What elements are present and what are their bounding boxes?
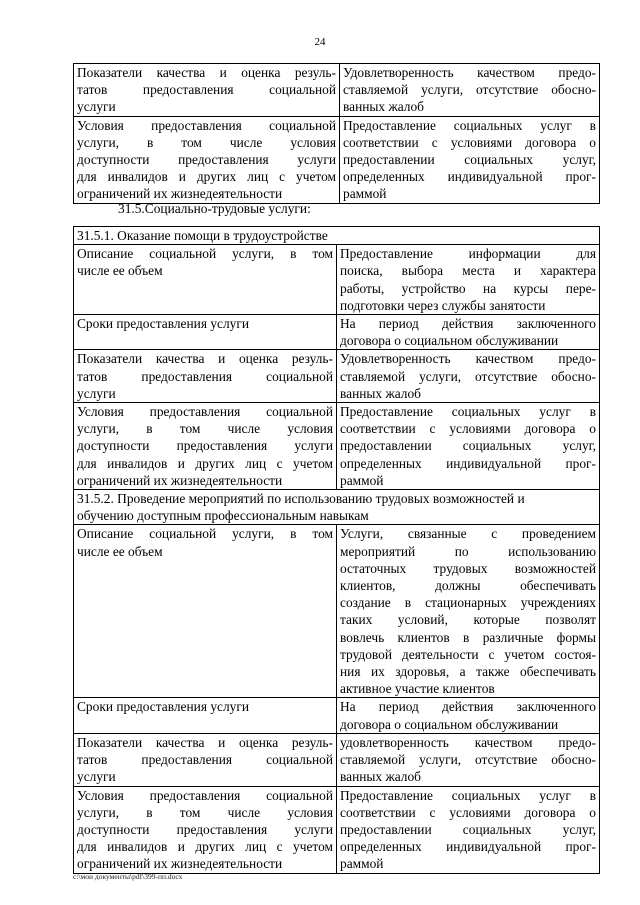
row-value-cell bbox=[337, 733, 600, 786]
text-line: ставляемой услуги, отсутствие обосно- bbox=[340, 752, 596, 768]
text-line: ванных жалоб bbox=[340, 385, 421, 401]
row-label-cell bbox=[74, 786, 337, 873]
text-line: услуги bbox=[77, 769, 116, 785]
text-line: ванных жалоб bbox=[343, 99, 424, 115]
text-line: остаточных трудовых возможностей bbox=[340, 560, 596, 576]
text-line: 31.5.2. Проведение мероприятий по использованию трудовых возможностей и bbox=[77, 491, 525, 507]
text-line: поиска, выбора места и характера bbox=[340, 263, 596, 279]
text-line: услуги, в том числе условия bbox=[77, 134, 336, 150]
text-line: Сроки предоставления услуги bbox=[77, 699, 249, 715]
text-line: Удовлетворенность качеством предо- bbox=[343, 65, 596, 80]
row-value-cell bbox=[340, 64, 600, 117]
services-table-main bbox=[73, 226, 600, 874]
page-number: 24 bbox=[314, 36, 326, 48]
table-row bbox=[74, 733, 600, 786]
section-title-cell bbox=[74, 227, 600, 245]
text-line: договора о социальном обслуживании bbox=[340, 716, 559, 732]
section-title-cell bbox=[74, 490, 600, 525]
text-line: Условия предоставления социальной bbox=[77, 787, 333, 803]
text-line: татов предоставления социальной bbox=[77, 368, 333, 384]
text-line: определенных индивидуальной прог- bbox=[340, 455, 596, 471]
text-line: соответствии с условиями договора о bbox=[343, 134, 596, 150]
table-row bbox=[74, 315, 600, 350]
text-line: раммой bbox=[340, 472, 384, 488]
row-label-cell bbox=[74, 315, 337, 350]
text-line: соответствии с условиями договора о bbox=[340, 804, 596, 820]
text-line: активное участие клиентов bbox=[340, 681, 495, 697]
text-line: определенных индивидуальной прог- bbox=[343, 169, 596, 185]
text-line: Условия предоставления социальной bbox=[77, 404, 333, 420]
text-line: услуги, в том числе условия bbox=[77, 421, 333, 437]
section-heading: 31.5.Социально-трудовые услуги: bbox=[118, 201, 311, 216]
text-line: ния их здоровья, а также обеспечивать bbox=[340, 664, 596, 680]
text-line: подготовки через службы занятости bbox=[340, 297, 546, 313]
text-line: для инвалидов и других лиц с учетом bbox=[77, 455, 333, 471]
text-line: клиентов, должны обеспечивать bbox=[340, 578, 596, 594]
text-line: доступности предоставления услуги bbox=[77, 152, 336, 168]
text-line: ванных жалоб bbox=[340, 769, 421, 785]
table-row bbox=[74, 350, 600, 403]
text-line: На период действия заключенного bbox=[340, 699, 596, 715]
row-value-cell bbox=[337, 403, 600, 490]
row-value-cell bbox=[337, 315, 600, 350]
text-line: ставляемой услуги, отсутствие обосно- bbox=[343, 82, 596, 98]
row-label-cell bbox=[74, 64, 340, 117]
text-line: Удовлетворенность качеством предо- bbox=[340, 351, 596, 367]
row-value-cell bbox=[337, 525, 600, 698]
row-value-cell bbox=[337, 786, 600, 873]
text-line: раммой bbox=[340, 856, 384, 872]
text-line: На период действия заключенного bbox=[340, 316, 596, 332]
text-line: Описание социальной услуги, в том bbox=[77, 246, 333, 262]
row-value-cell bbox=[340, 116, 600, 203]
row-label-cell bbox=[74, 403, 337, 490]
text-line: числе ее объем bbox=[77, 543, 163, 559]
text-line: создание в стационарных учреждениях bbox=[340, 595, 596, 611]
services-table-top bbox=[73, 63, 600, 204]
table-row bbox=[74, 403, 600, 490]
row-label-cell bbox=[74, 245, 337, 315]
text-line: Предоставление социальных услуг в bbox=[343, 117, 596, 133]
table-row bbox=[74, 786, 600, 873]
text-line: ограничений их жизнедеятельности bbox=[77, 186, 283, 202]
row-label-cell bbox=[74, 525, 337, 698]
row-label-cell bbox=[74, 116, 340, 203]
text-line: Предоставление социальных услуг в bbox=[340, 787, 596, 803]
text-line: обучению доступным профессиональным навыкам bbox=[77, 508, 369, 524]
text-line: для инвалидов и других лиц с учетом bbox=[77, 839, 333, 855]
text-line: договора о социальном обслуживании bbox=[340, 333, 559, 349]
text-line: Сроки предоставления услуги bbox=[77, 316, 249, 332]
text-line: предоставлении социальных услуг, bbox=[340, 438, 596, 454]
text-line: Предоставление социальных услуг в bbox=[340, 404, 596, 420]
text-line: раммой bbox=[343, 186, 387, 202]
text-line: вовлечь клиентов в различные формы bbox=[340, 629, 596, 645]
section-title-row bbox=[74, 227, 600, 245]
text-line: числе ее объем bbox=[77, 263, 163, 279]
text-line: для инвалидов и других лиц с учетом bbox=[77, 169, 336, 185]
text-line: ограничений их жизнедеятельности bbox=[77, 472, 283, 488]
text-line: предоставлении социальных услуг, bbox=[340, 821, 596, 837]
text-line: ограничений их жизнедеятельности bbox=[77, 856, 283, 872]
text-line: определенных индивидуальной прог- bbox=[340, 839, 596, 855]
table-row bbox=[74, 698, 600, 733]
text-line: услуги bbox=[77, 385, 116, 401]
row-label-cell bbox=[74, 350, 337, 403]
text-line: услуги, в том числе условия bbox=[77, 804, 333, 820]
text-line: Предоставление информации для bbox=[340, 246, 596, 262]
text-line: соответствии с условиями договора о bbox=[340, 421, 596, 437]
table-row bbox=[74, 525, 600, 698]
text-line: мероприятий по использованию bbox=[340, 543, 596, 559]
text-line: работы, устройство на курсы пере- bbox=[340, 280, 596, 296]
text-line: татов предоставления социальной bbox=[77, 82, 336, 98]
text-line: Описание социальной услуги, в том bbox=[77, 526, 333, 542]
footer-file-path: c:\мои документы\pdf\399-пп.docx bbox=[73, 872, 183, 881]
row-label-cell bbox=[74, 698, 337, 733]
table-row bbox=[74, 245, 600, 315]
section-title-row bbox=[74, 490, 600, 525]
text-line: доступности предоставления услуги bbox=[77, 821, 333, 837]
text-line: ставляемой услуги, отсутствие обосно- bbox=[340, 368, 596, 384]
text-line: доступности предоставления услуги bbox=[77, 438, 333, 454]
text-line: услуги bbox=[77, 99, 116, 115]
text-line: Показатели качества и оценка резуль- bbox=[77, 351, 333, 367]
text-line: предоставлении социальных услуг, bbox=[343, 152, 596, 168]
row-label-cell bbox=[74, 733, 337, 786]
text-line: Условия предоставления социальной bbox=[77, 117, 336, 133]
text-line: удовлетворенность качеством предо- bbox=[340, 734, 596, 750]
text-line: татов предоставления социальной bbox=[77, 752, 333, 768]
row-value-cell bbox=[337, 350, 600, 403]
row-value-cell bbox=[337, 245, 600, 315]
row-value-cell bbox=[337, 698, 600, 733]
table-row bbox=[74, 116, 600, 203]
text-line: Показатели качества и оценка резуль- bbox=[77, 734, 333, 750]
text-line: трудовой деятельности с учетом состоя- bbox=[340, 646, 596, 662]
text-line: таких условий, которые позволят bbox=[340, 612, 596, 628]
text-line: Услуги, связанные с проведением bbox=[340, 526, 596, 542]
table-row bbox=[74, 64, 600, 117]
text-line: 31.5.1. Оказание помощи в трудоустройстве bbox=[77, 228, 328, 243]
text-line: Показатели качества и оценка резуль- bbox=[77, 65, 336, 80]
